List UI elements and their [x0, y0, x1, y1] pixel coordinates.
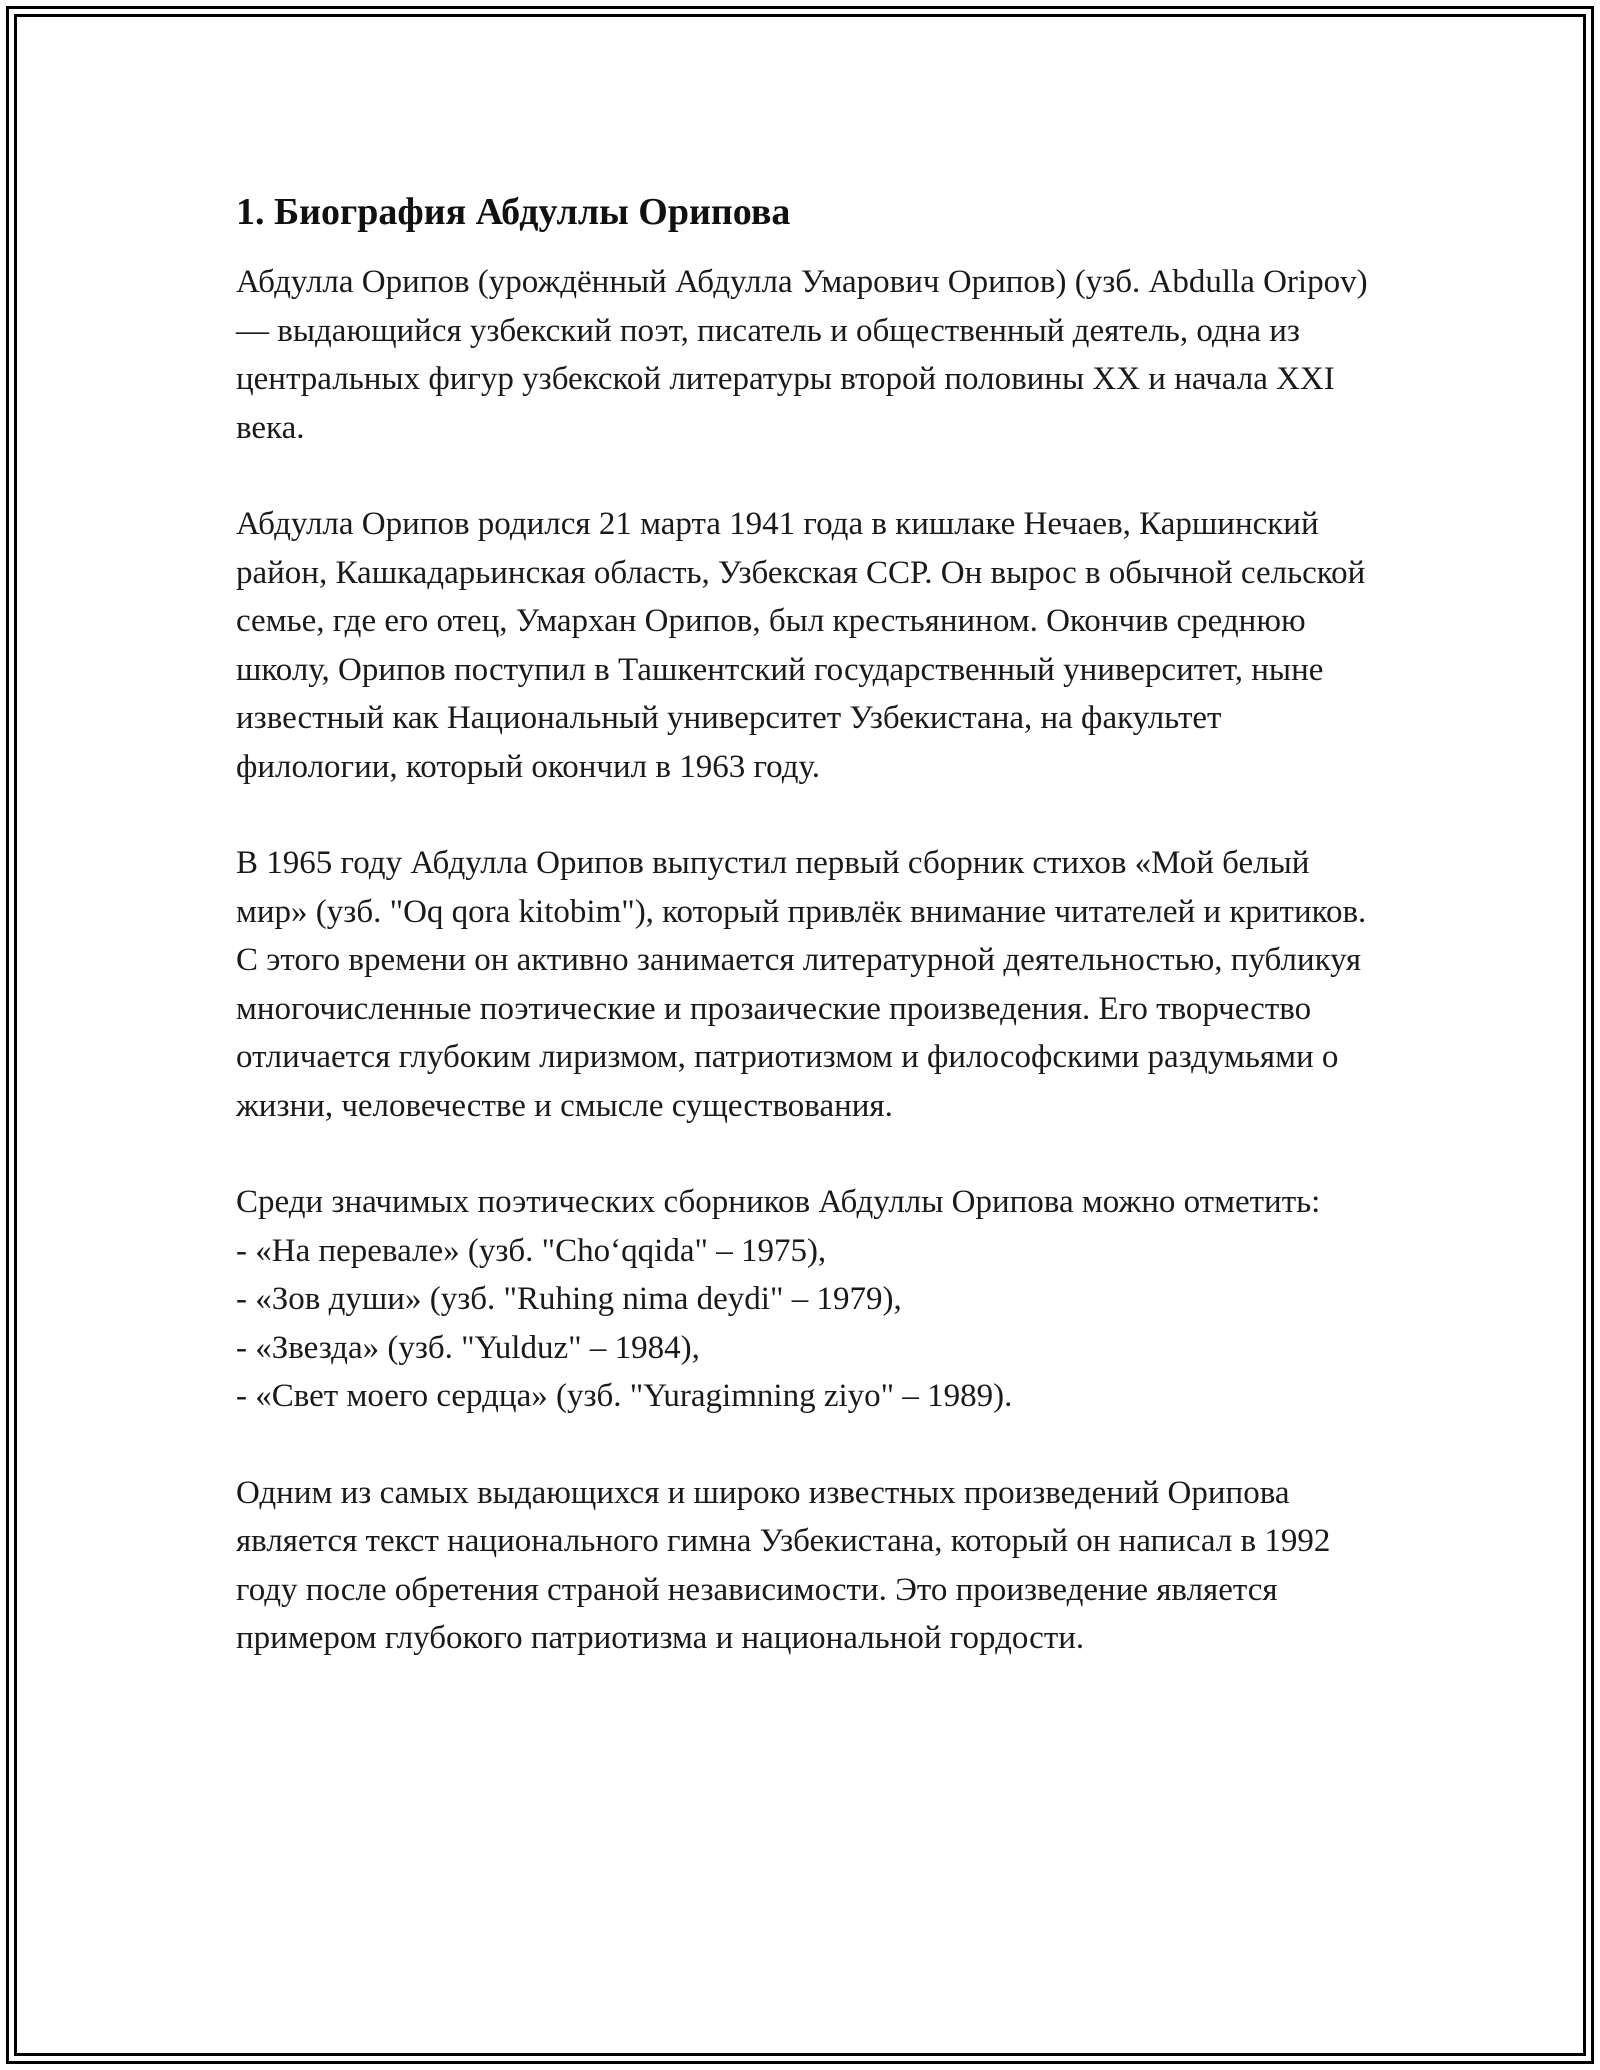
- collections-list: [236, 1227, 1386, 1421]
- section-heading: 1. Биография Абдуллы Орипова: [236, 191, 791, 233]
- list-item: - «Свет моего сердца» (узб. "Yuragimning ziyo" – 1989).: [236, 1378, 1013, 1414]
- career-paragraph: В 1965 году Абдулла Орипов выпустил первый сборник стихов «Мой белый мир» (узб. "Oq qora kitobim"), который привлёк внимание читателей и критиков. С этого времени он активно занимается литературной деятельностью, публикуя многочисленные поэтические и прозаические произведения. Его творчество отличается глубоким лиризмом, патриотизмом и философскими раздумьями о жизни, человечестве и смысле существования.: [236, 845, 1367, 1124]
- list-item: - «На перевале» (узб. "Choʻqqida" – 1975),: [236, 1232, 827, 1269]
- intro-paragraph: Абдулла Орипов (урождённый Абдулла Умарович Орипов) (узб. Abdulla Oripov) — выдающийся узбекский поэт, писатель и общественный деятель, одна из центральных фигур узбекской литературы второй половины XX и начала XXI века.: [236, 264, 1368, 446]
- anthem-paragraph: Одним из самых выдающихся и широко известных произведений Орипова является текст национального гимна Узбекистана, который он написал в 1992 году после обретения страной независимости. Это произведение является примером глубокого патриотизма и национальной гордости.: [236, 1474, 1331, 1656]
- document-body: [236, 188, 1386, 1711]
- list-item: - «Звезда» (узб. "Yulduz" – 1984),: [236, 1329, 700, 1366]
- early-life-paragraph: Абдулла Орипов родился 21 марта 1941 года в кишлаке Нечаев, Каршинский район, Кашкадарьинская область, Узбекская ССР. Он вырос в обычной сельской семье, где его отец, Умархан Орипов, был крестьянином. Окончив среднюю школу, Орипов поступил в Ташкентский государственный университет, ныне известный как Национальный университет Узбекистана, на факультет филологии, который окончил в 1963 году.: [236, 506, 1366, 785]
- collections-intro: Среди значимых поэтических сборников Абдуллы Орипова можно отметить:: [236, 1184, 1321, 1220]
- list-item: - «Зов души» (узб. "Ruhing nima deydi" – 1979),: [236, 1281, 902, 1317]
